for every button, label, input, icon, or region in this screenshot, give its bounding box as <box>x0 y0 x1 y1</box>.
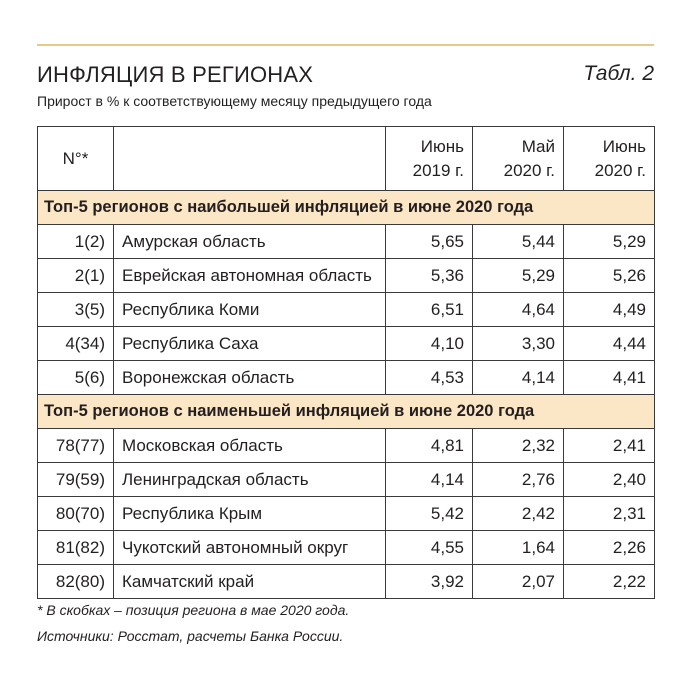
june-2019-cell: 4,55 <box>386 531 473 565</box>
group-label: Топ-5 регионов с наименьшей инфляцией в июне 2020 года <box>38 395 655 429</box>
table-row <box>38 293 655 327</box>
region-cell: Республика Саха <box>114 327 386 361</box>
table-row <box>38 463 655 497</box>
table-row <box>38 327 655 361</box>
june-2020-cell: 4,44 <box>564 327 655 361</box>
region-cell: Республика Крым <box>114 497 386 531</box>
column-header-may-2020 <box>473 127 564 191</box>
column-header-year: 2020 г. <box>594 160 646 180</box>
column-header-june-2020 <box>564 127 655 191</box>
rank-cell: 80(70) <box>38 497 114 531</box>
june-2020-cell: 2,26 <box>564 531 655 565</box>
june-2020-cell: 4,41 <box>564 361 655 395</box>
june-2019-cell: 4,14 <box>386 463 473 497</box>
table-header <box>37 62 654 92</box>
june-2019-cell: 5,65 <box>386 225 473 259</box>
column-header-region <box>114 127 386 191</box>
table-row <box>38 225 655 259</box>
june-2019-cell: 5,36 <box>386 259 473 293</box>
june-2020-cell: 2,40 <box>564 463 655 497</box>
region-cell: Амурская область <box>114 225 386 259</box>
table-row <box>38 429 655 463</box>
june-2019-cell: 4,81 <box>386 429 473 463</box>
column-header-year: 2020 г. <box>503 160 555 180</box>
column-header-month: Май <box>521 136 555 156</box>
top-divider <box>37 44 654 46</box>
page-title: ИНФЛЯЦИЯ В РЕГИОНАХ <box>37 62 314 87</box>
rank-cell: 79(59) <box>38 463 114 497</box>
june-2020-cell: 2,22 <box>564 565 655 599</box>
may-2020-cell: 3,30 <box>473 327 564 361</box>
column-header-june-2019 <box>386 127 473 191</box>
may-2020-cell: 1,64 <box>473 531 564 565</box>
column-header-month: Июнь <box>602 136 646 156</box>
june-2020-cell: 4,49 <box>564 293 655 327</box>
rank-cell: 1(2) <box>38 225 114 259</box>
region-cell: Еврейская автономная область <box>114 259 386 293</box>
may-2020-cell: 4,14 <box>473 361 564 395</box>
table-number: Табл. 2 <box>583 62 654 85</box>
region-cell: Воронежская область <box>114 361 386 395</box>
group-header-row <box>38 191 655 225</box>
group-label: Топ-5 регионов с наибольшей инфляцией в июне 2020 года <box>38 191 655 225</box>
may-2020-cell: 2,76 <box>473 463 564 497</box>
may-2020-cell: 5,44 <box>473 225 564 259</box>
may-2020-cell: 2,32 <box>473 429 564 463</box>
rank-cell: 3(5) <box>38 293 114 327</box>
region-cell: Чукотский автономный округ <box>114 531 386 565</box>
inflation-table <box>37 126 655 599</box>
june-2020-cell: 5,26 <box>564 259 655 293</box>
subtitle: Прирост в % к соответствующему месяцу предыдущего года <box>37 93 432 109</box>
june-2020-cell: 5,29 <box>564 225 655 259</box>
june-2019-cell: 4,10 <box>386 327 473 361</box>
column-header-year: 2019 г. <box>412 160 464 180</box>
may-2020-cell: 2,42 <box>473 497 564 531</box>
june-2020-cell: 2,31 <box>564 497 655 531</box>
column-header-month: Июнь <box>420 136 464 156</box>
table-row <box>38 497 655 531</box>
june-2019-cell: 4,53 <box>386 361 473 395</box>
rank-cell: 78(77) <box>38 429 114 463</box>
may-2020-cell: 2,07 <box>473 565 564 599</box>
table-row <box>38 361 655 395</box>
rank-cell: 4(34) <box>38 327 114 361</box>
table-body <box>38 191 655 599</box>
region-cell: Ленинградская область <box>114 463 386 497</box>
group-header-row <box>38 395 655 429</box>
june-2019-cell: 3,92 <box>386 565 473 599</box>
june-2020-cell: 2,41 <box>564 429 655 463</box>
region-cell: Камчатский край <box>114 565 386 599</box>
table-row <box>38 531 655 565</box>
column-header-num: N°* <box>38 127 114 191</box>
footnote-note: * В скобках – позиция региона в мае 2020 года. <box>37 602 350 618</box>
june-2019-cell: 5,42 <box>386 497 473 531</box>
may-2020-cell: 5,29 <box>473 259 564 293</box>
rank-cell: 5(6) <box>38 361 114 395</box>
table-row <box>38 565 655 599</box>
june-2019-cell: 6,51 <box>386 293 473 327</box>
rank-cell: 81(82) <box>38 531 114 565</box>
rank-cell: 82(80) <box>38 565 114 599</box>
table-row <box>38 259 655 293</box>
footnote-sources: Источники: Росстат, расчеты Банка России. <box>37 628 344 644</box>
rank-cell: 2(1) <box>38 259 114 293</box>
region-cell: Республика Коми <box>114 293 386 327</box>
may-2020-cell: 4,64 <box>473 293 564 327</box>
column-header-row <box>38 127 655 191</box>
region-cell: Московская область <box>114 429 386 463</box>
